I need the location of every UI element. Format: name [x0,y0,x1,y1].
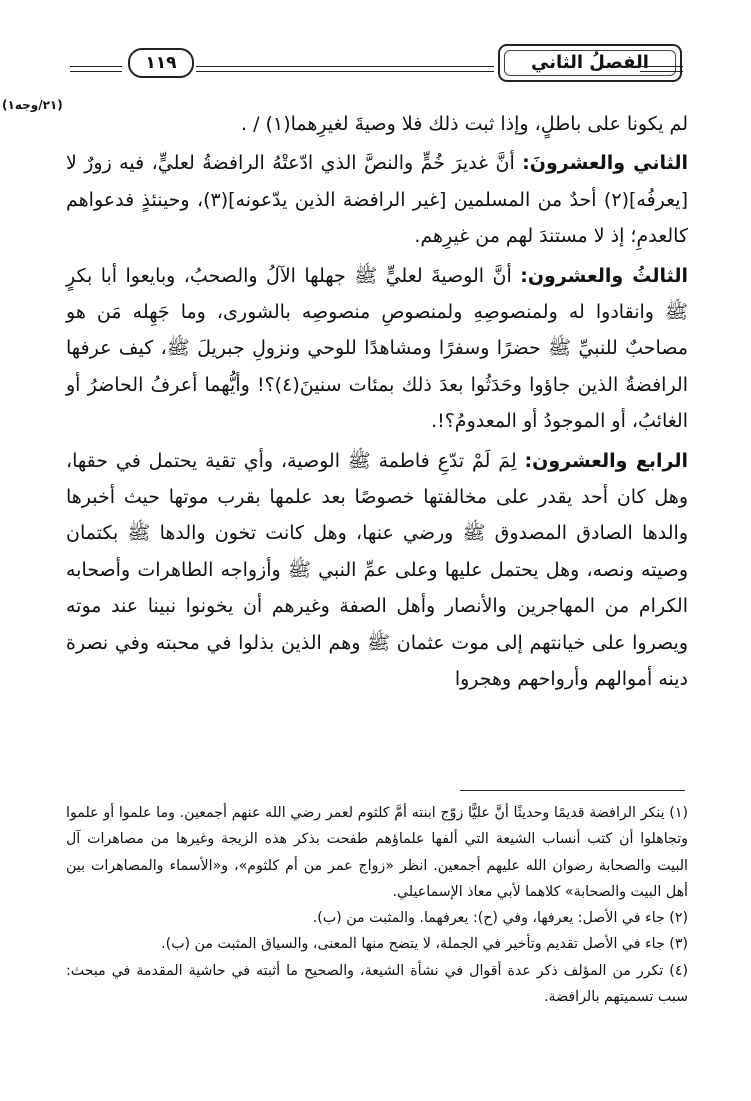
footnotes [66,800,688,1010]
footnote-1: (١) ينكر الرافضة قديمًا وحديثًا أنَّ عليًّا زوّج ابنته أمَّ كلثوم لعمر رضي الله عنهم أجمعين. وما علموا أو علموا وتجاهلوا أن كتب أنساب الشيعة التي ألفها علماؤهم طفحت بذكر هذه الزيجة وغيرها من مصاهرات آل البيت والصحابة رضوان الله عليهم أجمعين. انظر «زواج عمر من أم كلثوم»، و«الأسماء والمصاهرات بين أهل البيت والصحابة» كلاهما لأبي معاذ الإسماعيلي. [66,805,688,900]
chapter-title: الفصلُ الثاني [498,44,682,82]
paragraph-24 [66,443,688,698]
footnote-3: (٣) جاء في الأصل تقديم وتأخير في الجملة، لا يتضح منها المعنى، والسياق المثبت من (ب). [161,936,688,953]
paragraph-22 [66,145,688,254]
header-rule-right-thin [640,71,683,72]
footnote-divider [460,790,685,791]
paragraph-23-title: الثالثُ والعشرون: [520,264,688,287]
intro-text: لم يكونا على باطلٍ، وإذا ثبت ذلك فلا وصيةَ لغيرِهما(١) / . [241,113,688,135]
page-header [70,44,682,84]
footnote-2: (٢) جاء في الأصل: يعرفها، وفي (ح): يعرفهما. والمثبت من (ب). [312,910,688,927]
paragraph-23 [66,258,688,440]
manuscript-folio-note: (٢١/وجه١) [2,98,63,112]
header-rule-middle-thin [196,71,494,72]
header-rule-left-thin [70,71,122,72]
footnote-4: (٤) تكرر من المؤلف ذكر عدة أقوال في نشأة الشيعة، والصحيح ما أثبته في حاشية المقدمة في مبحث: سبب تسميتهم بالرافضة. [66,962,688,1006]
header-rule-right [640,66,683,67]
paragraph-24-title: الرابع والعشرون: [524,449,688,472]
paragraph-23-text: أنَّ الوصيةَ لعليٍّ ﷺ جهلها الآلُ والصحبُ، وبايعوا أبا بكرٍ ﷺ وانقادوا له ولمنصوصِهِ ولمنصوصِ منصوصِه بالشورى، وما جَهِله مَن هو مصاحبٌ للنبيِّ ﷺ حضرًا وسفرًا ومشاهدًا للوحي ونزولِ جبريلَ ﷺ، كيف عرفها الرافضةُ الذين جاؤوا وحَدَثُوا بعدَ ذلك بمئات سنينَ(٤)؟! وأيُّهما أعرفُ الحاضرُ أو الغائبُ، أو الموجودُ أو المعدومُ؟!. [66,264,688,433]
paragraph-22-text: أنَّ غديرَ خُمٍّ والنصَّ الذي ادّعتْهُ الرافضةُ لعليٍّ، فيه زورٌ لا [يعرفُه](٢) أحدٌ من المسلمين [غير الرافضة الذين يدّعونه](٣)، وحينئذٍ فدعواهم كالعدمِ؛ إذ لا مستندَ لهم من غيرِهم. [66,152,689,248]
header-rule-left [70,66,122,67]
intro-paragraph [66,106,688,142]
page-number: ١١٩ [128,48,194,78]
header-rule-middle [196,66,494,67]
main-body [66,106,688,701]
paragraph-24-text: لِمَ لَمْ تدّعِ فاطمة ﷺ الوصية، وأي تقية يحتمل في حقها، وهل كان أحد يقدر على مخالفتها خصوصًا بعد علمها بقرب موتها حيث أخبرها والدها الصادق المصدوق ﷺ ورضي عنها، وهل كانت تخون والدها ﷺ بكتمان وصيته ونصه، وهل يحتمل عليها وعلى عمِّ النبي ﷺ وأزواجه الطاهرات وأصحابه الكرام من المهاجرين والأنصار وأهل الصفة وغيرهم أن يخونوا نبينا عند موته ويصروا على خيانتهم إلى موت عثمان ﷺ وهم الذين بذلوا في محبته وفي نصرة دينه أموالهم وأرواحهم وهجروا [66,449,688,691]
paragraph-22-title: الثاني والعشرونَ: [522,152,688,175]
